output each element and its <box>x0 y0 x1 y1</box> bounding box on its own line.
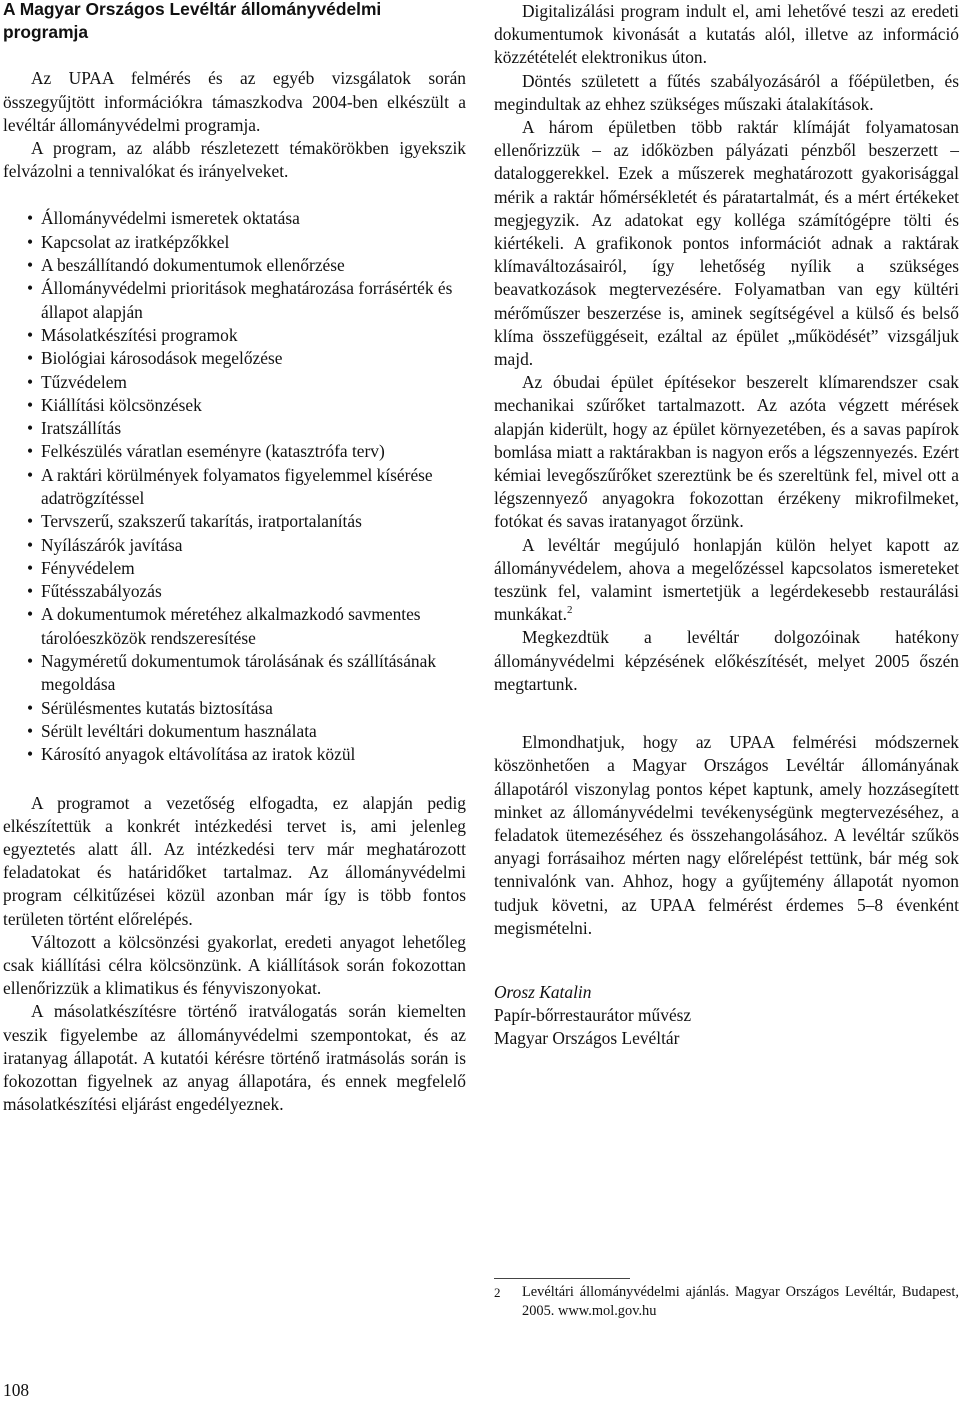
author-title: Papír-bőrrestaurátor művész <box>494 1005 692 1026</box>
left-column <box>3 0 466 1116</box>
body-paragraph: Döntés született a fűtés szabályozásáról a főépületben, és megindultak az ehhez szükséges műszaki átalakítások. <box>494 70 959 114</box>
list-item: • A dokumentumok méretéhez alkalmazkodó savmentes tárolóeszközök rendszeresítése <box>41 603 466 650</box>
list-item: • Iratszállítás <box>41 417 466 440</box>
list-item: • Sérülésmentes kutatás biztosítása <box>41 697 466 720</box>
list-item: • Tervszerű, szakszerű takarítás, iratportalanítás <box>41 510 466 533</box>
body-paragraph: A három épületben több raktár klímáját folyamatosan ellenőrizzük – az időközben pályázati pénzből beszerzett – dataloggerekkel. Ezek a műszerek meghatározott gyakorisággal mérik a raktár hőmérsékletét és páratartalmát, és a mért értékeket megjegyzik. Az adatokat egy kolléga számítógépre tölti és kiértékeli. A grafikonok pontos információt adnak a raktárak klímaváltozásairól, így lehetőség nyílik a szükséges beavatkozások megtervezésére. Folyamatban van egy kültéri mérőműszer beszerzése is, aminek segítségével a külső és belső klíma összefüggéseit, ezáltal az épület „működését” vizsgáljuk majd. <box>494 117 959 370</box>
author-name: Orosz Katalin <box>494 981 592 1002</box>
body-paragraph: Az óbudai épület építésekor beszerelt klímarendszer csak mechanikai szűrőket tartalmazott. Az azóta végzett mérések alapján kiderült, hogy az épület környezetében, és a savas papírok bomlása miatt a raktárakban is nagyon erős a légszennyezés. Ezért kémiai levegőszűrőket szereztünk be és szereltünk fel, mivel ott a légszennyező anyagokra fokozottan érzékeny mikrofilmeket, fotókat és savas iratanyagot őrzünk. <box>494 372 959 532</box>
list-item: • A beszállítandó dokumentumok ellenőrzése <box>41 254 466 277</box>
footnote-number: 2 <box>494 1285 501 1300</box>
section-heading: A Magyar Országos Levéltár állományvédelmi programja <box>3 0 382 43</box>
footnote-divider <box>494 1278 630 1279</box>
intro-paragraph: A program, az alább részletezett témakörökben igyekszik felvázolni a tennivalókat és irányelveket. <box>3 138 466 182</box>
footnote <box>494 1283 959 1322</box>
body-paragraph: Változott a kölcsönzési gyakorlat, eredeti anyagot lehetőleg csak kiállítási célra kölcsönzünk. A kiállítások során fokozottan ellenőrizzük a klimatikus és fényviszonyokat. <box>3 931 466 999</box>
list-item: • Felkészülés váratlan eseményre (katasztrófa terv) <box>41 440 466 463</box>
list-item: • Állományvédelmi ismeretek oktatása <box>41 207 466 230</box>
list-item: • A raktári körülmények folyamatos figyelemmel kísérése adatrögzítéssel <box>41 464 466 511</box>
footnote-text: Levéltári állományvédelmi ajánlás. Magyar Országos Levéltár, Budapest, 2005. www.mol.gov.hu <box>522 1284 959 1320</box>
list-item: • Kiállítási kölcsönzések <box>41 394 466 417</box>
body-paragraph: A másolatkészítésre történő iratválogatás során kiemelten veszik figyelembe az állományvédelmi szempontokat, és az iratanyag állapotát. A kutatói kérésre történő iratmásolás során is fokozottan figyelnek az anyag állapotára, és ennek megfelelő másolatkészítési eljárást engedélyeznek. <box>3 1001 466 1115</box>
list-item: • Sérült levéltári dokumentum használata <box>41 720 466 743</box>
author-signature <box>494 981 959 1051</box>
list-item: • Fűtésszabályozás <box>41 580 466 603</box>
training-paragraph: Megkezdtük a levéltár dolgozóinak hatékony állományvédelmi képzésének előkészítését, melyet 2005 őszén megtartunk. <box>494 627 959 694</box>
homepage-paragraph <box>494 534 959 627</box>
conclusion-paragraph: Elmondhatjuk, hogy az UPAA felmérési módszernek köszönhetően a Magyar Országos Levéltár állományának állapotáról viszonylag pontos képet kaptunk, amely hozzásegített minket az állományvédelmi tevékenységünk megtervezéséhez, a feladatok ütemezéséhez és összehangolásához. A levéltár szűkös anyagi forrásaihoz mérten nagy előrelépést tettünk, bár még sok tennivalónk van. Ahhoz, hogy a gyűjtemény állapotát nyomon tudjuk követni, az UPAA felmérést érdemes 5–8 évenként megismételni. <box>494 732 959 938</box>
list-item: • Kapcsolat az iratképzőkkel <box>41 231 466 254</box>
list-item: • Tűzvédelem <box>41 371 466 394</box>
list-item: • Biológiai károsodások megelőzése <box>41 347 466 370</box>
list-item: • Másolatkészítési programok <box>41 324 466 347</box>
list-item: • Nyílászárók javítása <box>41 534 466 557</box>
list-item: • Állományvédelmi prioritások meghatározása forrásérték és állapot alapján <box>41 277 466 324</box>
list-item: • Fényvédelem <box>41 557 466 580</box>
program-topics-list <box>3 207 466 766</box>
page-number: 108 <box>3 1380 30 1400</box>
intro-paragraph: Az UPAA felmérés és az egyéb vizsgálatok során összegyűjtött információkra támaszkodva 2004-ben elkészült a levéltár állományvédelmi programja. <box>3 68 466 135</box>
body-paragraph: Digitalizálási program indult el, ami lehetővé teszi az eredeti dokumentumok kivonását a kutatás alól, illetve az információ közzétételét elektronikus úton. <box>494 1 959 68</box>
list-item: • Károsító anyagok eltávolítása az iratok közül <box>41 743 466 766</box>
footnote-reference: 2 <box>566 604 573 617</box>
right-column <box>494 0 959 1051</box>
homepage-text: A levéltár megújuló honlapján külön helyet kapott az állományvédelem, ahova a megelőzéssel kapcsolatos ismereteket teszünk fel, valamint ismertetjük a legérdekesebb restaurálási munkákat. <box>494 534 959 625</box>
list-item: • Nagyméretű dokumentumok tárolásának és szállításának megoldása <box>41 650 466 697</box>
body-paragraph: A programot a vezetőség elfogadta, ez alapján pedig elkészítettük a konkrét intézkedési tervet is, ami jelenleg egyeztetés alatt áll. Az intézkedési terv már meghatározott feladatokat és határidőket tartalmaz. Az állományvédelmi program célkitűzései közül azonban már így is több fontos területen történt előrelépés. <box>3 792 466 929</box>
author-institution: Magyar Országos Levéltár <box>494 1028 680 1049</box>
